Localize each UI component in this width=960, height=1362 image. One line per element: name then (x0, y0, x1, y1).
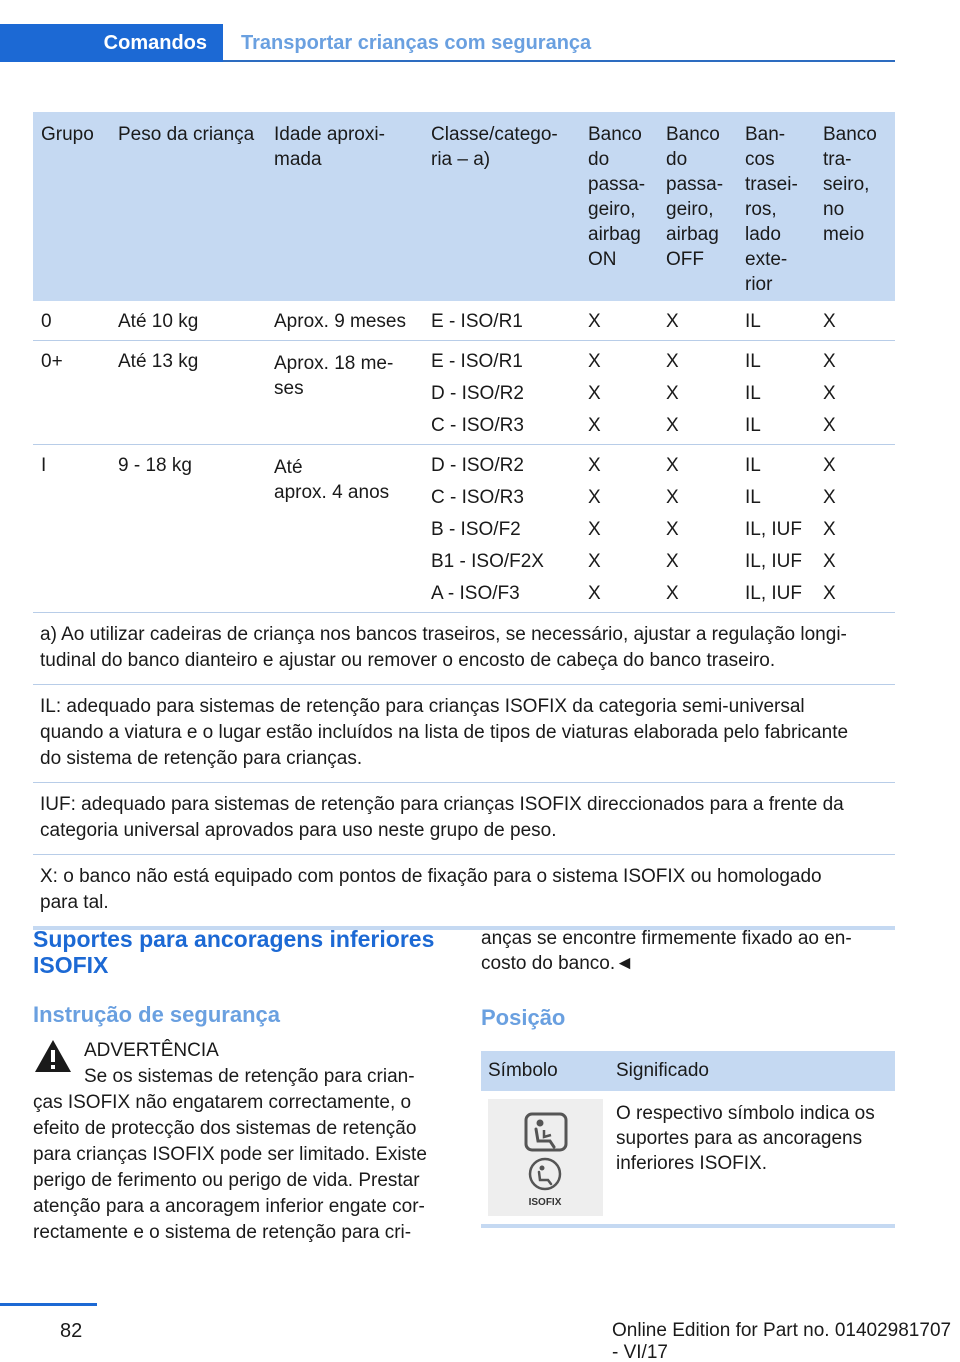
cell-idade: Até aprox. 4 anos (274, 457, 390, 503)
page-number: 82 (60, 1320, 83, 1342)
cell-peso: 9 - 18 kg (118, 455, 192, 476)
left-column (33, 926, 441, 1246)
isofix-symbol-box (488, 1099, 603, 1216)
cell-value: IL, IUF (745, 583, 803, 604)
col-header: Ban- cos trasei- ros, lado exte- rior (745, 124, 798, 295)
cell-rear-outer (745, 455, 802, 615)
col-header: Grupo (41, 124, 94, 145)
warning-text: ças ISOFIX não engatarem correctamente, o efeito de protecção dos sistemas de retenção para crianças ISOFIX pode ser limitado. Existe perigo de ferimento ou perigo de vida. Prestar atenção para a ancoragem inferior engate cor- rectamente e o sistema de retenção para cri- (33, 1092, 427, 1243)
cell-rear-middle: X (823, 311, 836, 332)
cell-value: X (588, 383, 601, 404)
cell-value: X (823, 383, 836, 404)
isofix-seat-icon (488, 1099, 603, 1216)
cell-value: X (823, 455, 836, 476)
cell-value: X (823, 519, 836, 540)
cell-airbag-on (588, 351, 601, 447)
cell-value: C - ISO/R3 (431, 487, 524, 508)
table-row (33, 445, 895, 613)
warning-first-line: Se os sistemas de retenção para crian- (84, 1066, 415, 1087)
col-header-meaning: Significado (616, 1060, 709, 1081)
col-header: Idade aproxi- mada (274, 124, 385, 170)
col-header: Banco do passa- geiro, airbag OFF (666, 124, 724, 270)
table-footnote: IUF: adequado para sistemas de retenção para crianças ISOFIX direccionados para a frente da categoria universal aprovados para uso neste grupo de peso. (33, 783, 895, 855)
col-header: Banco tra- seiro, no meio (823, 124, 877, 245)
cell-grupo: 0+ (41, 351, 63, 372)
cell-value: B1 - ISO/F2X (431, 551, 544, 572)
symbol-table (481, 1051, 895, 1228)
cell-value: IL (745, 487, 761, 508)
cell-value: X (823, 415, 836, 436)
cell-value: X (666, 583, 679, 604)
cell-value: IL (745, 415, 761, 436)
symbol-meaning: O respectivo símbolo indica os suportes para as ancoragens inferiores ISOFIX. (616, 1103, 875, 1174)
cell-value: A - ISO/F3 (431, 583, 520, 604)
cell-peso: Até 13 kg (118, 351, 199, 372)
cell-value: X (666, 519, 679, 540)
cell-grupo: 0 (41, 311, 52, 332)
cell-value: X (588, 487, 601, 508)
cell-airbag-on (588, 455, 601, 615)
edition-note: Online Edition for Part no. 01402981707 - VI/17 (612, 1320, 952, 1362)
table-footnote: IL: adequado para sistemas de retenção para crianças ISOFIX da categoria semi-universal quando a viatura e o lugar estão incluídos na lista de tipos de viaturas elaborada pelo fabricante do sistema de retenção para crianças. (33, 685, 895, 783)
section-breadcrumb[interactable]: Transportar crianças com segurança (241, 32, 592, 54)
warning-block (33, 1038, 441, 1246)
cell-value: IL (745, 383, 761, 404)
cell-value: X (666, 383, 679, 404)
child-seat-table (33, 112, 895, 930)
cell-grupo: I (41, 455, 47, 476)
cell-value: X (666, 551, 679, 572)
cell-peso: Até 10 kg (118, 311, 199, 332)
cell-value: X (588, 455, 601, 476)
col-header: Banco do passa- geiro, airbag ON (588, 124, 646, 270)
cell-rear-outer (745, 351, 761, 447)
cell-value: E - ISO/R1 (431, 351, 523, 372)
cell-value: X (588, 519, 601, 540)
cell-airbag-off (666, 455, 679, 615)
cell-airbag-on: X (588, 311, 601, 332)
cell-value: X (823, 487, 836, 508)
cell-value: IL (745, 455, 761, 476)
col-header: Classe/catego- ria – a) (431, 124, 558, 170)
table-header (33, 112, 895, 301)
cell-value: X (823, 551, 836, 572)
symbol-table-header (481, 1051, 895, 1091)
col-header: Peso da criança (118, 124, 255, 145)
cell-classe: E - ISO/R1 (431, 311, 523, 332)
footer-divider (0, 1303, 97, 1306)
continued-text: anças se encontre firmemente fixado ao en- costo do banco.◄ (481, 928, 852, 974)
cell-rear-middle (823, 455, 836, 615)
subsection-title: Instrução de segurança (33, 1002, 280, 1027)
cell-value: B - ISO/F2 (431, 519, 521, 540)
warning-triangle-icon (33, 1038, 73, 1074)
cell-value: X (823, 583, 836, 604)
right-column (481, 926, 895, 1228)
table-footnote: X: o banco não está equipado com pontos de fixação para o sistema ISOFIX ou homologado para tal. (33, 855, 895, 930)
symbol-row (481, 1091, 895, 1228)
cell-value: X (666, 351, 679, 372)
cell-rear-outer: IL (745, 311, 761, 332)
isofix-label: ISOFIX (528, 1197, 562, 1208)
chapter-tab[interactable]: Comandos (0, 24, 223, 62)
table-row (33, 301, 895, 341)
cell-rear-middle (823, 351, 836, 447)
cell-value: X (588, 415, 601, 436)
table-footnote: a) Ao utilizar cadeiras de criança nos bancos traseiros, se necessário, ajustar a regulação longi- tudinal do banco dianteiro e ajustar ou remover o encosto de cabeça do banco traseiro. (33, 613, 895, 685)
cell-value: IL, IUF (745, 519, 803, 540)
cell-value: X (666, 415, 679, 436)
cell-classe (431, 351, 524, 447)
cell-value: D - ISO/R2 (431, 383, 524, 404)
cell-classe (431, 455, 544, 615)
cell-airbag-off: X (666, 311, 679, 332)
cell-idade: Aprox. 9 meses (274, 311, 406, 332)
cell-value: IL, IUF (745, 551, 803, 572)
cell-value: D - ISO/R2 (431, 455, 524, 476)
cell-value: X (666, 487, 679, 508)
section-title: Suportes para ancoragens inferiores ISOFIX (33, 926, 435, 978)
cell-airbag-off (666, 351, 679, 447)
warning-title: ADVERTÊNCIA (84, 1040, 219, 1061)
cell-value: IL (745, 351, 761, 372)
page-header (0, 24, 895, 62)
cell-value: X (666, 455, 679, 476)
table-row (33, 341, 895, 445)
cell-value: C - ISO/R3 (431, 415, 524, 436)
cell-value: X (588, 551, 601, 572)
subsection-title: Posição (481, 1005, 566, 1030)
cell-value: X (823, 351, 836, 372)
col-header-symbol: Símbolo (488, 1060, 558, 1081)
cell-idade: Aprox. 18 me- ses (274, 353, 394, 399)
cell-value: X (588, 351, 601, 372)
cell-value: X (588, 583, 601, 604)
